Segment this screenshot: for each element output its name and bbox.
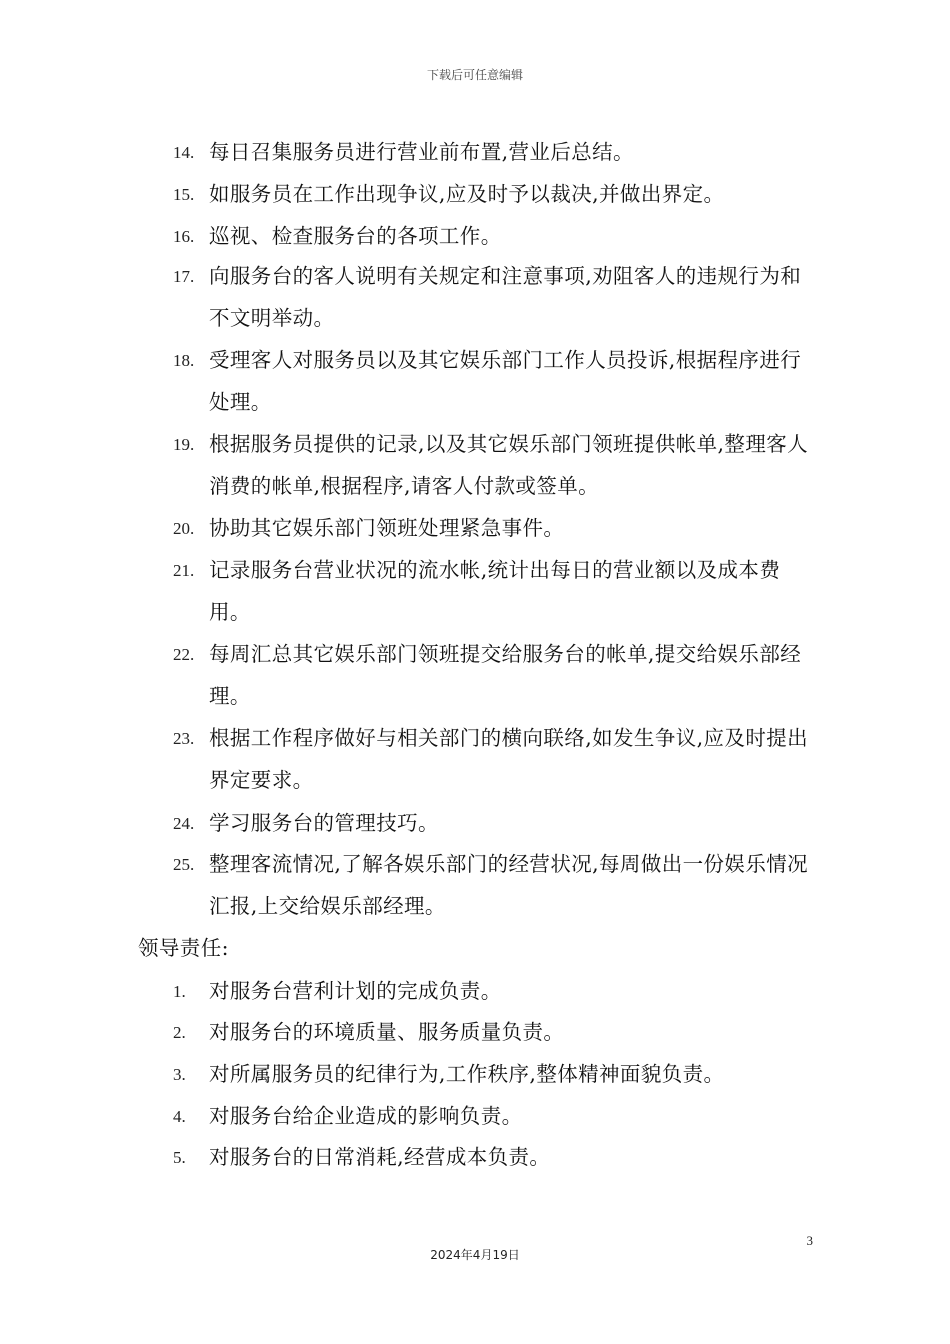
item-number: 25. — [173, 855, 195, 874]
item-text: 对服务台给企业造成的影响负责。 — [209, 1104, 523, 1128]
item-text: 根据工作程序做好与相关部门的横向联络,如发生争议,应及时提出界定要求。 — [209, 726, 809, 792]
item-number: 16. — [173, 227, 195, 246]
item-text: 向服务台的客人说明有关规定和注意事项,劝阻客人的违规行为和不文明举动。 — [209, 264, 802, 330]
item-text: 对服务台营利计划的完成负责。 — [209, 979, 502, 1003]
item-text: 对服务台的日常消耗,经营成本负责。 — [209, 1145, 551, 1169]
item-text: 记录服务台营业状况的流水帐,统计出每日的营业额以及成本费用。 — [209, 558, 781, 624]
item-number: 22. — [173, 645, 195, 664]
item-number: 19. — [173, 435, 195, 454]
item-text: 巡视、检查服务台的各项工作。 — [209, 224, 502, 248]
item-number: 17. — [173, 267, 195, 286]
item-number: 24. — [173, 814, 195, 833]
item-text: 整理客流情况,了解各娱乐部门的经营状况,每周做出一份娱乐情况汇报,上交给娱乐部经理。 — [209, 852, 809, 918]
item-number: 20. — [173, 519, 195, 538]
item-text: 受理客人对服务员以及其它娱乐部门工作人员投诉,根据程序进行处理。 — [209, 348, 802, 414]
page-footer-date: 2024年4月19日 — [430, 1248, 520, 1262]
item-number: 4. — [173, 1107, 186, 1126]
item-text: 根据服务员提供的记录,以及其它娱乐部门领班提供帐单,整理客人消费的帐单,根据程序,请客人付款或签单。 — [209, 432, 809, 498]
item-text: 协助其它娱乐部门领班处理紧急事件。 — [209, 516, 565, 540]
item-number: 23. — [173, 729, 195, 748]
item-number: 21. — [173, 561, 195, 580]
item-number: 2. — [173, 1023, 186, 1042]
item-number: 14. — [173, 143, 195, 162]
item-text: 每日召集服务员进行营业前布置,营业后总结。 — [209, 140, 634, 164]
item-number: 1. — [173, 982, 186, 1001]
section-title: 领导责任: — [138, 936, 229, 960]
item-number: 18. — [173, 351, 195, 370]
item-text: 如服务员在工作出现争议,应及时予以裁决,并做出界定。 — [209, 182, 725, 206]
item-text: 对所属服务员的纪律行为,工作秩序,整体精神面貌负责。 — [209, 1062, 725, 1086]
item-number: 15. — [173, 185, 195, 204]
page-number: 3 — [806, 1233, 813, 1248]
page-header: 下载后可任意编辑 — [426, 68, 523, 82]
item-text: 学习服务台的管理技巧。 — [209, 811, 439, 835]
item-number: 5. — [173, 1148, 186, 1167]
item-text: 每周汇总其它娱乐部门领班提交给服务台的帐单,提交给娱乐部经理。 — [209, 642, 802, 708]
item-text: 对服务台的环境质量、服务质量负责。 — [209, 1020, 565, 1044]
item-number: 3. — [173, 1065, 186, 1084]
